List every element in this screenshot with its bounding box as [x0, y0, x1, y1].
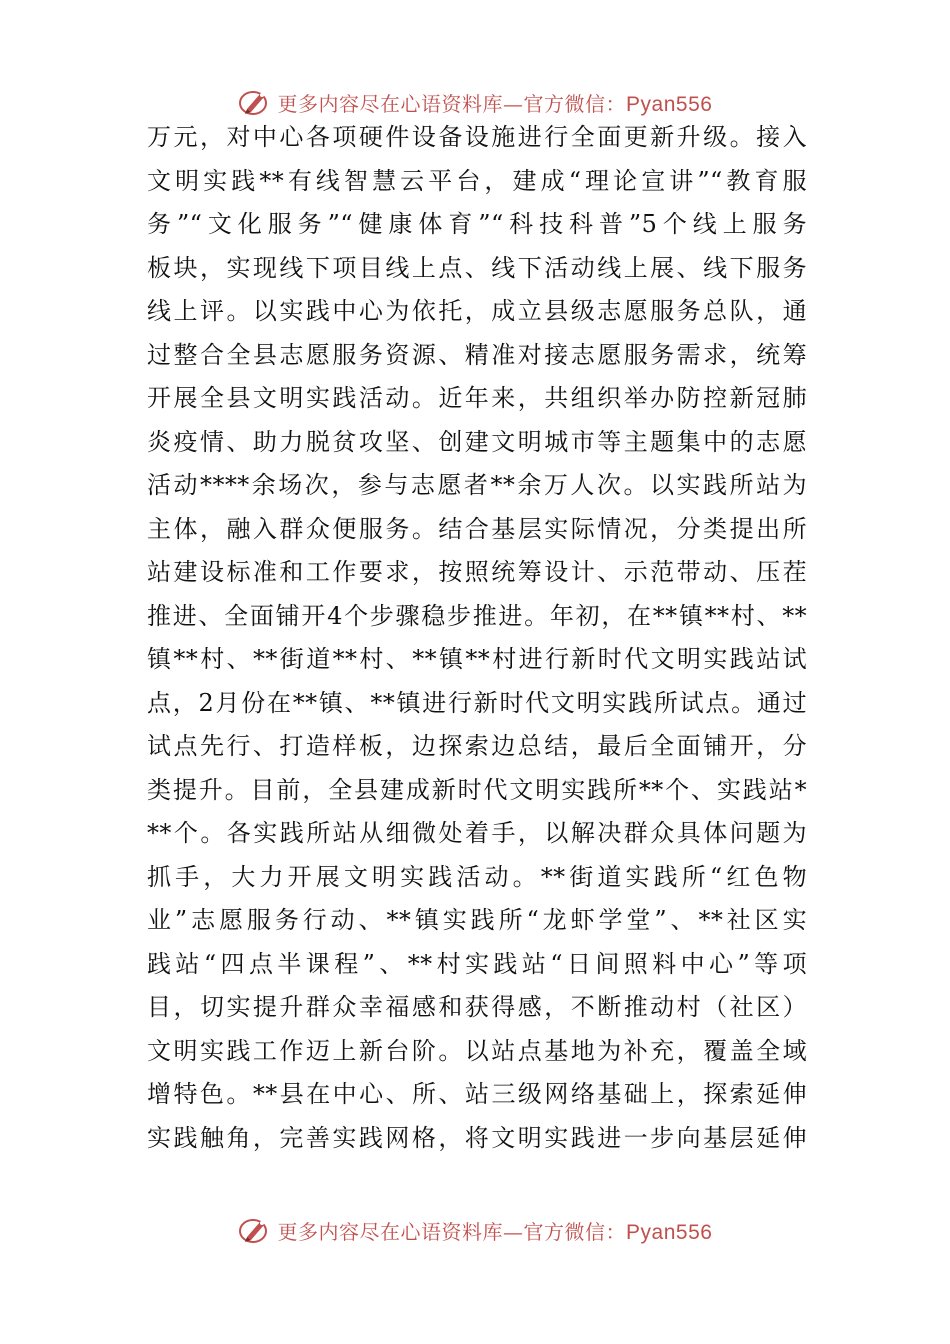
text-line: 开展全县文明实践活动。近年来，共组织举办防控新冠肺	[147, 384, 807, 412]
text-line: 目，切实提升群众幸福感和获得感，不断推动村（社区）	[147, 993, 807, 1021]
text-line: 镇**村、**街道**村、**镇**村进行新时代文明实践站试	[147, 645, 807, 673]
pen-logo-icon	[238, 1213, 272, 1247]
text-line: 务”“文化服务”“健康体育”“科技科普”5个线上服务	[147, 210, 807, 238]
text-line: 线上评。以实践中心为依托，成立县级志愿服务总队，通	[147, 297, 807, 325]
text-line: 业”志愿服务行动、**镇实践所“龙虾学堂”、**社区实	[147, 906, 807, 934]
watermark-text: 更多内容尽在心语资料库—官方微信：Pyan556	[277, 91, 713, 116]
text-line: 文明实践工作迈上新台阶。以站点基地为补充，覆盖全域	[147, 1036, 807, 1065]
text-line: 点，2月份在**镇、**镇进行新时代文明实践所试点。通过	[147, 688, 807, 717]
text-line: **个。各实践所站从细微处着手，以解决群众具体问题为	[147, 819, 807, 847]
text-line: 万元，对中心各项硬件设备设施进行全面更新升级。接入	[147, 123, 807, 151]
text-line: 推进、全面铺开4个步骤稳步推进。年初，在**镇**村、**	[147, 601, 807, 630]
text-line: 炎疫情、助力脱贫攻坚、创建文明城市等主题集中的志愿	[147, 427, 807, 456]
text-line: 实践触角，完善实践网格，将文明实践进一步向基层延伸	[147, 1123, 807, 1152]
text-line: 类提升。目前，全县建成新时代文明实践所**个、实践站*	[147, 775, 807, 804]
text-line: 过整合全县志愿服务资源、精准对接志愿服务需求，统筹	[147, 340, 807, 369]
document-body	[147, 116, 807, 1160]
text-line: 抓手，大力开展文明实践活动。**街道实践所“红色物	[147, 862, 807, 891]
pen-logo-icon	[238, 85, 272, 119]
text-line: 板块，实现线下项目线上点、线下活动线上展、线下服务	[147, 253, 807, 282]
text-line: 主体，融入群众便服务。结合基层实际情况，分类提出所	[147, 514, 807, 543]
text-line: 站建设标准和工作要求，按照统筹设计、示范带动、压茬	[147, 558, 807, 586]
footer-watermark	[0, 1210, 950, 1250]
text-line: 践站“四点半课程”、**村实践站“日间照料中心”等项	[147, 949, 807, 978]
text-line: 文明实践**有线智慧云平台，建成“理论宣讲”“教育服	[147, 166, 807, 195]
watermark-text: 更多内容尽在心语资料库—官方微信：Pyan556	[277, 1219, 713, 1244]
text-line: 活动****余场次，参与志愿者**余万人次。以实践所站为	[147, 471, 807, 499]
text-line: 试点先行、打造样板，边探索边总结，最后全面铺开，分	[147, 732, 807, 760]
text-line: 增特色。**县在中心、所、站三级网络基础上，探索延伸	[147, 1080, 807, 1108]
